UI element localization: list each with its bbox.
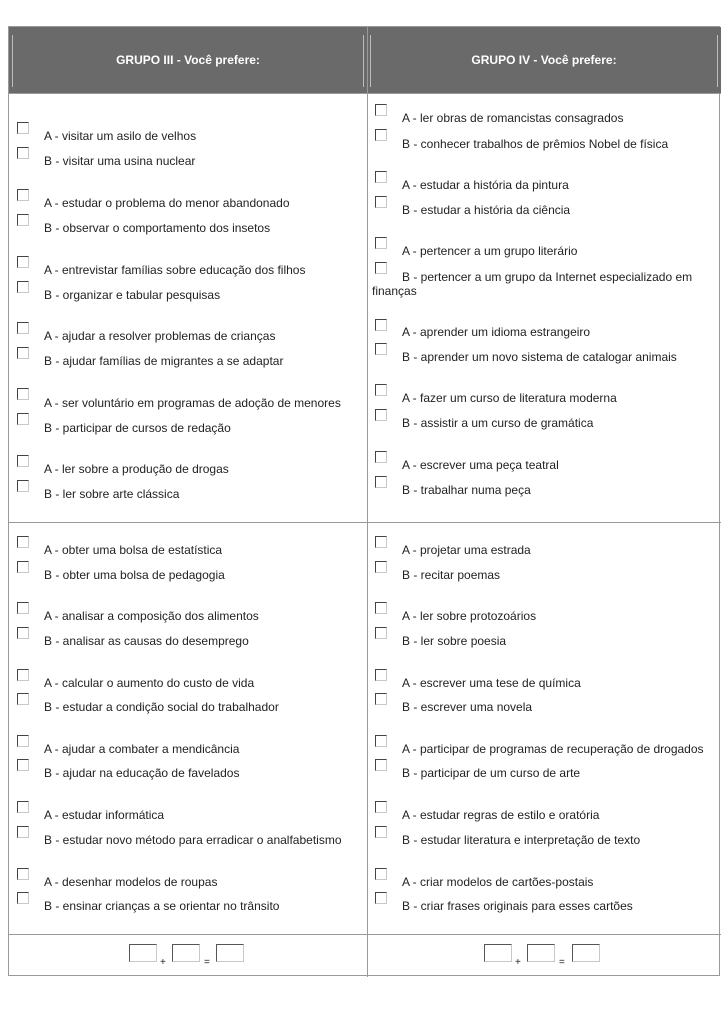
checkbox[interactable]	[17, 388, 29, 400]
equals-sign: =	[559, 957, 565, 968]
checkbox[interactable]	[17, 413, 29, 425]
option-label: A - ajudar a combater a mendicância	[44, 742, 240, 756]
checkbox[interactable]	[17, 669, 29, 681]
checkbox[interactable]	[375, 237, 387, 249]
checkbox[interactable]	[17, 602, 29, 614]
option-label: B - conhecer trabalhos de prêmios Nobel de física	[402, 137, 669, 151]
checkbox[interactable]	[17, 455, 29, 467]
checkbox[interactable]	[17, 256, 29, 268]
checkbox[interactable]	[375, 669, 387, 681]
option-label: A - escrever uma tese de química	[402, 676, 581, 690]
checkbox[interactable]	[375, 826, 387, 838]
option-label: A - aprender um idioma estrangeiro	[402, 325, 591, 339]
option-label: B - ler sobre arte clássica	[44, 487, 180, 501]
option-label: A - ler obras de romancistas consagrados	[402, 111, 624, 125]
option-label: B - obter uma bolsa de pedagogia	[44, 568, 225, 582]
option-label: B - estudar a história da ciência	[402, 203, 571, 217]
checkbox[interactable]	[17, 214, 29, 226]
checkbox[interactable]	[17, 281, 29, 293]
checkbox[interactable]	[375, 801, 387, 813]
column-divider	[367, 27, 368, 977]
option-label: B - estudar literatura e interpretação de texto	[402, 833, 641, 847]
group-iii-header	[9, 27, 367, 93]
total-a-field[interactable]	[129, 944, 157, 962]
checkbox[interactable]	[375, 343, 387, 355]
checkbox[interactable]	[375, 262, 387, 274]
option-label: A - estudar o problema do menor abandonado	[44, 196, 290, 210]
checkbox[interactable]	[375, 409, 387, 421]
questionnaire-table	[8, 26, 720, 976]
checkbox[interactable]	[17, 536, 29, 548]
checkbox[interactable]	[375, 868, 387, 880]
option-label: B - ajudar famílias de migrantes a se adaptar	[44, 354, 284, 368]
checkbox[interactable]	[17, 189, 29, 201]
checkbox[interactable]	[375, 196, 387, 208]
total-a-field[interactable]	[484, 944, 512, 962]
checkbox[interactable]	[17, 892, 29, 904]
option-label: A - ler sobre protozoários	[402, 609, 537, 623]
option-label: A - ser voluntário em programas de adoção de menores	[44, 396, 341, 410]
total-sum-field[interactable]	[216, 944, 244, 962]
option-label: B - criar frases originais para esses cartões	[402, 899, 633, 913]
option-label: A - criar modelos de cartões-postais	[402, 875, 594, 889]
checkbox[interactable]	[375, 627, 387, 639]
option-label: A - pertencer a um grupo literário	[402, 244, 578, 258]
option-label: A - fazer um curso de literatura moderna	[402, 391, 617, 405]
checkbox[interactable]	[17, 480, 29, 492]
checkbox[interactable]	[17, 347, 29, 359]
group-iv-title: GRUPO IV - Você prefere:	[471, 53, 617, 67]
option-label: B - analisar as causas do desemprego	[44, 634, 249, 648]
totals-divider	[9, 934, 721, 935]
option-label: A - escrever uma peça teatral	[402, 458, 559, 472]
option-label: A - entrevistar famílias sobre educação dos filhos	[44, 263, 306, 277]
option-label: A - analisar a composição dos alimentos	[44, 609, 259, 623]
checkbox[interactable]	[375, 451, 387, 463]
option-label: B - assistir a um curso de gramática	[402, 416, 594, 430]
option-label: A - ajudar a resolver problemas de crianças	[44, 329, 276, 343]
option-label: B - visitar uma usina nuclear	[44, 154, 196, 168]
option-label: B - observar o comportamento dos insetos	[44, 221, 271, 235]
option-label: B - organizar e tabular pesquisas	[44, 288, 221, 302]
option-label: B - aprender um novo sistema de catalogar animais	[402, 350, 677, 364]
option-label: A - estudar a história da pintura	[402, 178, 569, 192]
equals-sign: =	[204, 957, 210, 968]
group-iv-header	[367, 27, 721, 93]
checkbox[interactable]	[375, 104, 387, 116]
checkbox[interactable]	[375, 476, 387, 488]
option-label: A - estudar informática	[44, 808, 165, 822]
checkbox[interactable]	[17, 147, 29, 159]
option-label: B - participar de cursos de redação	[44, 421, 231, 435]
checkbox[interactable]	[17, 735, 29, 747]
group-iii-title: GRUPO III - Você prefere:	[116, 53, 260, 67]
checkbox[interactable]	[17, 759, 29, 771]
total-sum-field[interactable]	[572, 944, 600, 962]
option-label: B - trabalhar numa peça	[402, 483, 531, 497]
checkbox[interactable]	[17, 322, 29, 334]
checkbox[interactable]	[17, 826, 29, 838]
checkbox[interactable]	[375, 892, 387, 904]
plus-sign: +	[160, 957, 166, 968]
option-label-continued: finanças	[372, 284, 417, 298]
option-label: B - estudar novo método para erradicar o analfabetismo	[44, 833, 342, 847]
checkbox[interactable]	[17, 801, 29, 813]
option-label: B - ajudar na educação de favelados	[44, 766, 240, 780]
section-divider	[9, 522, 721, 523]
checkbox[interactable]	[375, 171, 387, 183]
option-label: A - visitar um asilo de velhos	[44, 129, 197, 143]
checkbox[interactable]	[17, 122, 29, 134]
checkbox[interactable]	[17, 868, 29, 880]
option-label: A - desenhar modelos de roupas	[44, 875, 218, 889]
option-label: A - estudar regras de estilo e oratória	[402, 808, 600, 822]
total-b-field[interactable]	[527, 944, 555, 962]
option-label: B - ler sobre poesia	[402, 634, 507, 648]
option-label: A - projetar uma estrada	[402, 543, 531, 557]
option-label: A - obter uma bolsa de estatística	[44, 543, 223, 557]
checkbox[interactable]	[17, 627, 29, 639]
option-label: A - participar de programas de recuperação de drogados	[402, 742, 704, 756]
total-b-field[interactable]	[172, 944, 200, 962]
header-divider	[9, 93, 721, 94]
option-label: B - participar de um curso de arte	[402, 766, 581, 780]
checkbox[interactable]	[375, 735, 387, 747]
option-label: A - calcular o aumento do custo de vida	[44, 676, 255, 690]
option-label: B - recitar poemas	[402, 568, 501, 582]
checkbox[interactable]	[375, 319, 387, 331]
checkbox[interactable]	[375, 129, 387, 141]
option-label: A - ler sobre a produção de drogas	[44, 462, 229, 476]
checkbox[interactable]	[17, 693, 29, 705]
option-label: B - ensinar crianças a se orientar no trânsito	[44, 899, 280, 913]
plus-sign: +	[515, 957, 521, 968]
checkbox[interactable]	[375, 759, 387, 771]
checkbox[interactable]	[375, 693, 387, 705]
checkbox[interactable]	[375, 602, 387, 614]
checkbox[interactable]	[375, 384, 387, 396]
checkbox[interactable]	[375, 561, 387, 573]
checkbox[interactable]	[17, 561, 29, 573]
option-label: B - estudar a condição social do trabalhador	[44, 700, 279, 714]
option-label: B - escrever uma novela	[402, 700, 533, 714]
checkbox[interactable]	[375, 536, 387, 548]
option-label: B - pertencer a um grupo da Internet especializado em	[402, 270, 693, 284]
